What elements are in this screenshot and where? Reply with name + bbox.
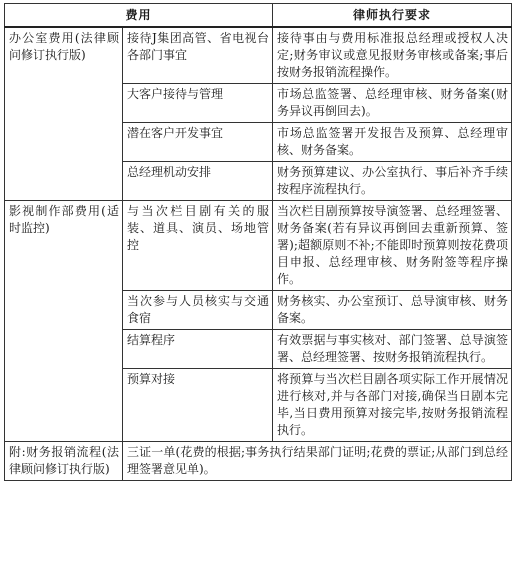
table-row: [5, 201, 512, 291]
header-expense: 费用: [5, 4, 273, 28]
expense-item: 潜在客户开发事宜: [123, 123, 273, 162]
requirement-cell: 接待事由与费用标准报总经理或授权人决定;财务审议或意见报财务审核或备案;事后按财务报销流程操作。: [273, 27, 512, 84]
table-row: [5, 27, 512, 84]
expense-item: 与当次栏目剧有关的服装、道具、演员、场地管控: [123, 201, 273, 291]
appendix-content: 三证一单(花费的根据;事务执行结果部门证明;花费的票证;从部门到总经理签署意见单)。: [123, 442, 512, 481]
expense-requirements-table: [4, 3, 512, 481]
requirement-cell: 有效票据与事实核对、部门签署、总导演签署、总经理签署、按财务报销流程执行。: [273, 330, 512, 369]
requirement-cell: 市场总监签署开发报告及预算、总经理审核、财务备案。: [273, 123, 512, 162]
requirement-cell: 当次栏目剧预算按导演签署、总经理签署、财务备案(若有异议再倒回去重新预算、签署);超额原则不补;不能即时预算则按花费项目申报、总经理审核、财务附签等程序操作。: [273, 201, 512, 291]
table-header-row: [5, 4, 512, 28]
expense-item: 接待J集团高管、省电视台各部门事宜: [123, 27, 273, 84]
category-film-production-expense: 影视制作部费用(适时监控): [5, 201, 123, 442]
category-appendix-reimbursement: 附:财务报销流程(法律顾问修订执行版): [5, 442, 123, 481]
requirement-cell: 市场总监签署、总经理审核、财务备案(财务异议再倒回去)。: [273, 84, 512, 123]
category-office-expense: 办公室费用(法律顾问修订执行版): [5, 27, 123, 201]
expense-item: 当次参与人员核实与交通食宿: [123, 291, 273, 330]
requirement-cell: 财务核实、办公室预订、总导演审核、财务备案。: [273, 291, 512, 330]
table-row: [5, 442, 512, 481]
requirement-cell: 财务预算建议、办公室执行、事后补齐手续按程序流程执行。: [273, 162, 512, 201]
expense-item: 大客户接待与管理: [123, 84, 273, 123]
expense-item: 预算对接: [123, 369, 273, 442]
expense-item: 总经理机动安排: [123, 162, 273, 201]
requirement-cell: 将预算与当次栏目剧各项实际工作开展情况进行核对,并与各部门对接,确保当日剧本完毕,当日费用预算对接完毕,按财务报销流程执行。: [273, 369, 512, 442]
expense-item: 结算程序: [123, 330, 273, 369]
header-lawyer-requirement: 律师执行要求: [273, 4, 512, 28]
